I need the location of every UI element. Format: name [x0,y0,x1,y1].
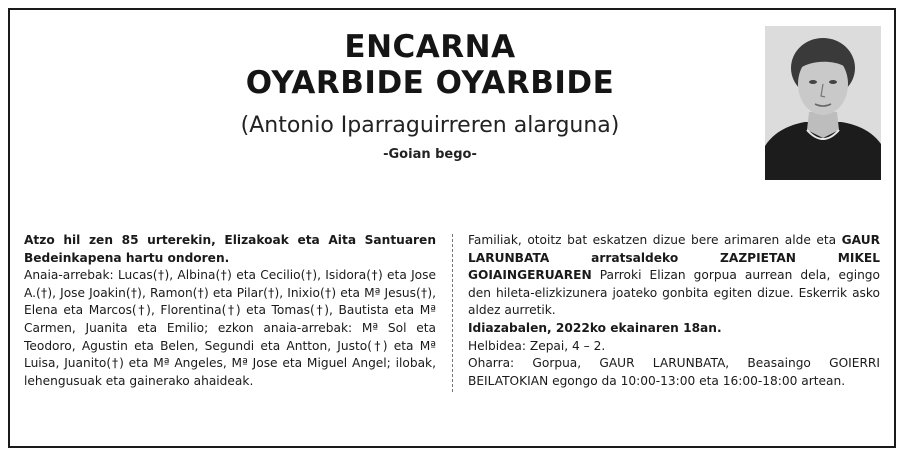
right-column [468,232,880,390]
portrait-photo [765,26,881,180]
column-divider [452,234,453,392]
invitation-start: Familiak, otoitz bat eskatzen dizue bere arimaren alde eta [468,233,842,247]
invitation-time-place: GAUR LARUNBATA arratsaldeko ZAZPIETAN MIKEL GOIAINGERUAREN [468,233,880,283]
place-date: Idiazabalen, 2022ko ekainaren 18an. [468,320,722,335]
wake-notice: Oharra: Gorpua, GAUR LARUNBATA, Beasaingo GOIERRI BEILATOKIAN egongo da 10:00-13:00 eta 16:00-18:00 artean. [468,356,880,388]
funeral-invitation [468,232,880,320]
invitation-end: Parroki Elizan gorpua aurrean dela, egingo den hileta-elizkizunera joateko gonbita egiten dizue. Eskerrik asko aldez aurretik. [468,268,880,318]
deceased-surnames: OYARBIDE OYARBIDE [245,65,615,101]
left-column [24,232,436,390]
motto: -Goian bego- [383,147,477,162]
relatives-list: Anaia-arrebak: Lucas(†), Albina(†) eta Cecilio(†), Isidora(†) eta Jose A.(†), Jose Joakin(†), Ramon(†) eta Pilar(†), Inixio(†) eta Mª Jesus(†), Elena eta Marcos(†), Florentina(†) eta Tomas(†), Bautista eta Mª Carmen, Juanita eta Emilio; ezkon anaia-arrebak: Mª Sol eta Teodoro, Agustin eta Belen, Segundi eta Antton, Justo(†) eta Mª Luisa, Juanito(†) eta Mª Angeles, Mª Jose eta Miguel Angel; ilobak, lehengusuak eta gainerako ahaideak. [24,268,436,388]
deceased-first-name: ENCARNA [344,29,516,65]
death-intro: Atzo hil zen 85 urterekin, Elizakoak eta Aita Santuaren Bedeinkapena hartu ondoren. [24,233,436,265]
address: Helbidea: Zepai, 4 – 2. [468,338,606,353]
widow-of-subtitle: (Antonio Iparraguirreren alarguna) [240,113,620,138]
